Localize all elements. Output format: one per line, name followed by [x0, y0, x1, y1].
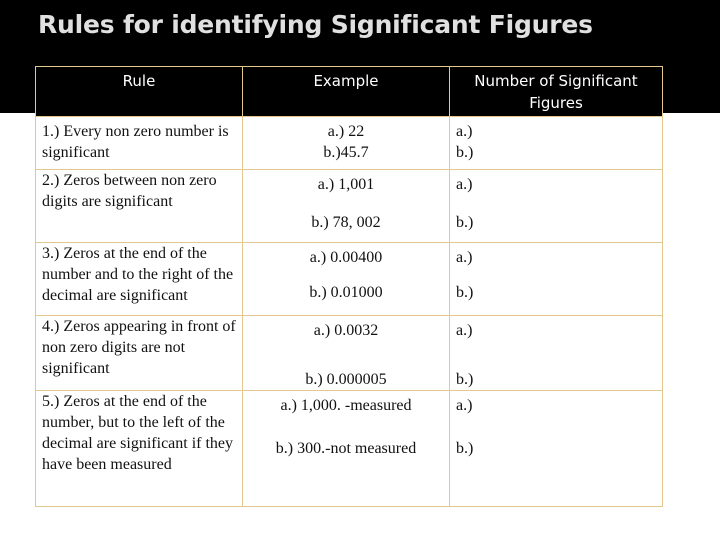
- count-b: b.): [456, 440, 474, 457]
- count-b: b.): [456, 214, 474, 231]
- count-cell: [450, 391, 663, 507]
- count-a: a.): [456, 397, 473, 414]
- header-rule: Rule: [36, 67, 243, 117]
- header-number-of-sig-figs: Number of Significant Figures: [450, 67, 663, 117]
- sig-fig-rules-table: [35, 66, 663, 507]
- rule-cell: 3.) Zeros at the end of the number and to the right of the decimal are significant: [36, 243, 243, 316]
- slide-title: Rules for identifying Significant Figures: [38, 10, 593, 39]
- count-a: a.): [456, 176, 473, 193]
- example-b: b.) 0.01000: [309, 284, 383, 301]
- count-cell: [450, 117, 663, 170]
- count-a: a.): [456, 249, 473, 266]
- rule-cell: 5.) Zeros at the end of the number, but to the left of the decimal are significant if they have been measured: [36, 391, 243, 507]
- example-cell: [243, 391, 450, 507]
- count-b: b.): [456, 284, 474, 301]
- header-example: Example: [243, 67, 450, 117]
- count-b: b.): [456, 371, 474, 388]
- example-a: a.) 0.00400: [309, 249, 383, 266]
- example-cell: [243, 170, 450, 243]
- count-a: a.): [456, 322, 473, 339]
- example-b: b.) 78, 002: [311, 214, 381, 231]
- rule-cell: 1.) Every non zero number is significant: [36, 117, 243, 170]
- example-b: b.)45.7: [323, 144, 369, 161]
- example-cell: [243, 117, 450, 170]
- count-cell: [450, 316, 663, 391]
- example-a: a.) 0.0032: [313, 322, 379, 339]
- example-cell: [243, 316, 450, 391]
- count-cell: [450, 170, 663, 243]
- table-row: [36, 170, 663, 243]
- count-b: b.): [456, 144, 474, 161]
- example-a: a.) 1,001: [317, 176, 375, 193]
- count-cell: [450, 243, 663, 316]
- example-b: b.) 0.000005: [305, 371, 387, 388]
- header-row: [36, 67, 663, 117]
- table-row: [36, 243, 663, 316]
- table-row: [36, 316, 663, 391]
- table-row: [36, 117, 663, 170]
- count-a: a.): [456, 123, 473, 140]
- rule-cell: 2.) Zeros between non zero digits are significant: [36, 170, 243, 243]
- table-row: [36, 391, 663, 507]
- example-a: a.) 1,000. -measured: [280, 397, 412, 414]
- example-a: a.) 22: [327, 123, 365, 140]
- example-cell: [243, 243, 450, 316]
- rule-cell: 4.) Zeros appearing in front of non zero digits are not significant: [36, 316, 243, 391]
- example-b: b.) 300.-not measured: [275, 440, 417, 457]
